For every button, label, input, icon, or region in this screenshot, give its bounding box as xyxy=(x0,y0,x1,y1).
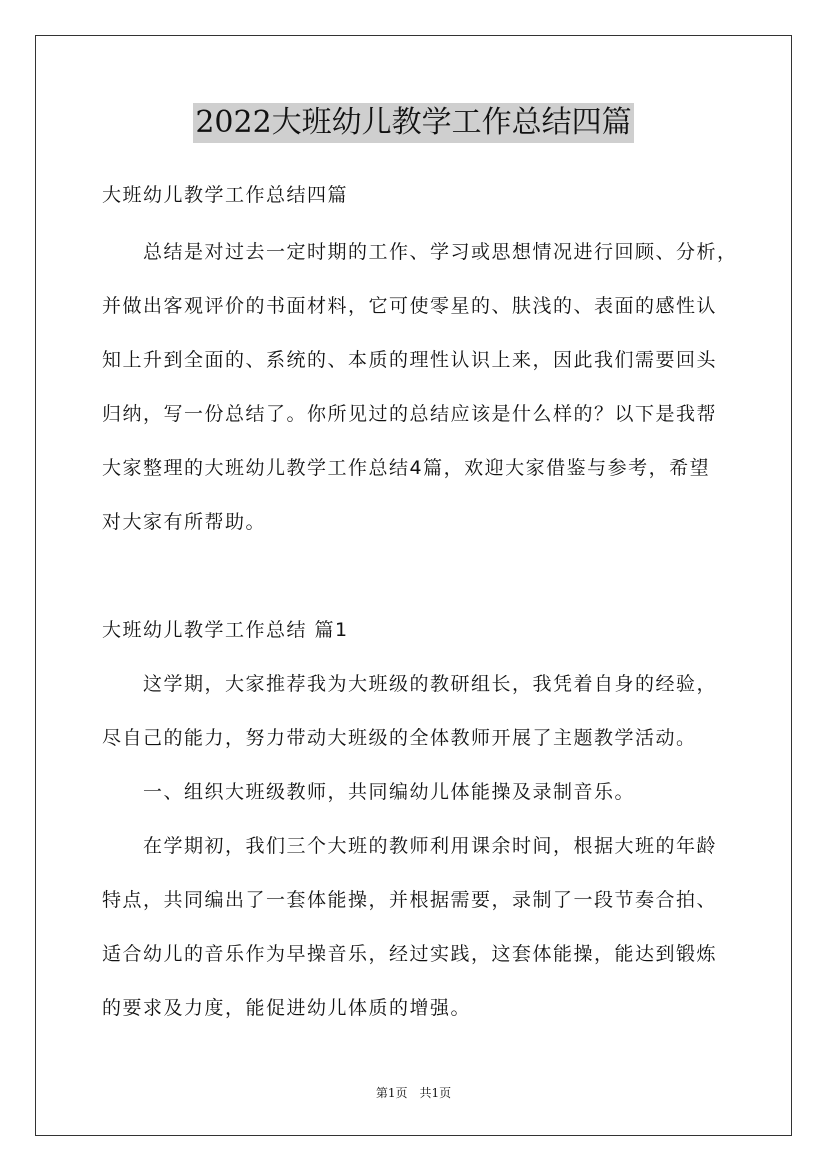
text-line: 对大家有所帮助。 xyxy=(102,511,267,533)
text-line: 大班幼儿教学工作总结四篇 xyxy=(102,184,349,206)
text-line: 尽自己的能力，努力带动大班级的全体教师开展了主题教学活动。 xyxy=(102,727,697,749)
text-line: 特点，共同编出了一套体能操，并根据需要，录制了一段节奏合拍、 xyxy=(102,889,718,911)
text-line: 一、组织大班级教师，共同编幼儿体能操及录制音乐。 xyxy=(102,781,636,803)
text-line: 适合幼儿的音乐作为早操音乐，经过实践，这套体能操，能达到锻炼 xyxy=(102,943,718,965)
section-heading: 大班幼儿教学工作总结 篇1 xyxy=(102,619,349,641)
document-title: 2022大班幼儿教学工作总结四篇 xyxy=(193,103,633,143)
page-footer: 第1页 共1页 xyxy=(375,1086,452,1100)
text-line: 大家整理的大班幼儿教学工作总结4篇，欢迎大家借鉴与参考，希望 xyxy=(102,457,711,479)
text-line: 的要求及力度，能促进幼儿体质的增强。 xyxy=(102,997,472,1019)
text-line: 并做出客观评价的书面材料，它可使零星的、肤浅的、表面的感性认 xyxy=(102,295,718,317)
text-line: 在学期初，我们三个大班的教师利用课余时间，根据大班的年龄 xyxy=(102,835,718,857)
text-line: 知上升到全面的、系统的、本质的理性认识上来，因此我们需要回头 xyxy=(102,349,718,371)
text-line: 归纳，写一份总结了。你所见过的总结应该是什么样的？以下是我帮 xyxy=(102,403,718,425)
text-line: 总结是对过去一定时期的工作、学习或思想情况进行回顾、分析， xyxy=(102,241,738,263)
text-line: 这学期，大家推荐我为大班级的教研组长，我凭着自身的经验， xyxy=(102,673,718,695)
title-wrap xyxy=(0,103,827,143)
